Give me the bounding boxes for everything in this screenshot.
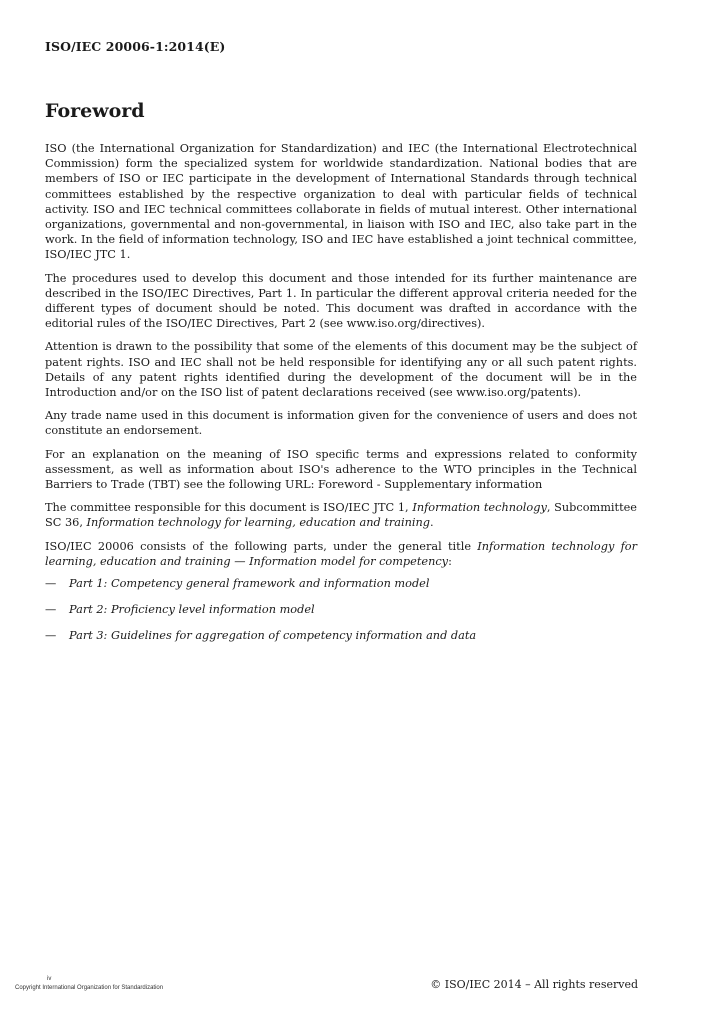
committee-paragraph <box>45 500 637 530</box>
parts-intro-prefix: ISO/IEC 20006 consists of the following parts, under the general title <box>45 539 478 553</box>
paragraph: ISO (the International Organization for Standardization) and IEC (the International Electrotechnical Commission) form the specialized system for worldwide standardization. National bodies that are members of ISO or IEC participate in the development of International Standards through technical committees established by the respective organization to deal with particular fields of technical activity. ISO and IEC technical committees collaborate in fields of mutual interest. Other international organizations, governmental and non-governmental, in liaison with ISO and IEC, also take part in the work. In the field of information technology, ISO and IEC have established a joint technical committee, ISO/IEC JTC 1. <box>45 142 637 262</box>
paragraph: Any trade name used in this document is information given for the convenience of users and does not constitute an endorsement. <box>45 409 637 438</box>
part-label: Part 2: Proficiency level information model <box>69 603 315 617</box>
parts-intro-end: : <box>448 554 452 568</box>
rights-footer: © ISO/IEC 2014 – All rights reserved <box>430 978 638 991</box>
paragraph: For an explanation on the meaning of ISO specific terms and expressions related to conformity assessment, as well as information about ISO's adherence to the WTO principles in the Technical Barriers to Trade (TBT) see the following URL: Foreword - Supplementary information <box>45 447 637 492</box>
committee-middle: , Subcommittee SC 36, <box>45 501 637 530</box>
part-label: Part 3: Guidelines for aggregation of competency information and data <box>69 629 477 643</box>
section-title: Foreword <box>45 100 145 122</box>
committee-jtc-name: Information technology <box>412 501 547 515</box>
list-item <box>45 628 637 643</box>
document-id-header: ISO/IEC 20006-1:2014(E) <box>45 39 226 54</box>
dash-bullet: — <box>45 603 57 617</box>
dash-bullet: — <box>45 629 57 643</box>
parts-list <box>45 576 637 644</box>
parts-intro-paragraph <box>45 539 637 569</box>
committee-sc-name: Information technology for learning, education and training <box>86 516 431 530</box>
part-label: Part 1: Competency general framework and information model <box>69 577 430 591</box>
page-number: iv <box>47 976 52 982</box>
foreword-body <box>45 141 637 655</box>
dash-bullet: — <box>45 577 57 591</box>
list-item <box>45 576 637 591</box>
copyright-holder-footer <box>15 976 164 991</box>
copyright-holder: Copyright International Organization for Standardization <box>15 985 164 991</box>
paragraph: The procedures used to develop this document and those intended for its further maintenance are described in the ISO/IEC Directives, Part 1. In particular the different approval criteria needed for the different types of document should be noted. This document was drafted in accordance with the editorial rules of the ISO/IEC Directives, Part 2 (see www.iso.org/directives). <box>45 271 637 331</box>
paragraph: Attention is drawn to the possibility that some of the elements of this document may be the subject of patent rights. ISO and IEC shall not be held responsible for identifying any or all such patent rights. Details of any patent rights identified during the development of the document will be in the Introduction and/or on the ISO list of patent declarations received (see www.iso.org/patents). <box>45 340 637 400</box>
committee-prefix: The committee responsible for this document is ISO/IEC JTC 1, <box>45 501 413 515</box>
parts-general-title: Information technology for learning, education and training — Information model for competency <box>45 539 637 568</box>
committee-end: . <box>430 516 434 530</box>
list-item <box>45 602 637 617</box>
